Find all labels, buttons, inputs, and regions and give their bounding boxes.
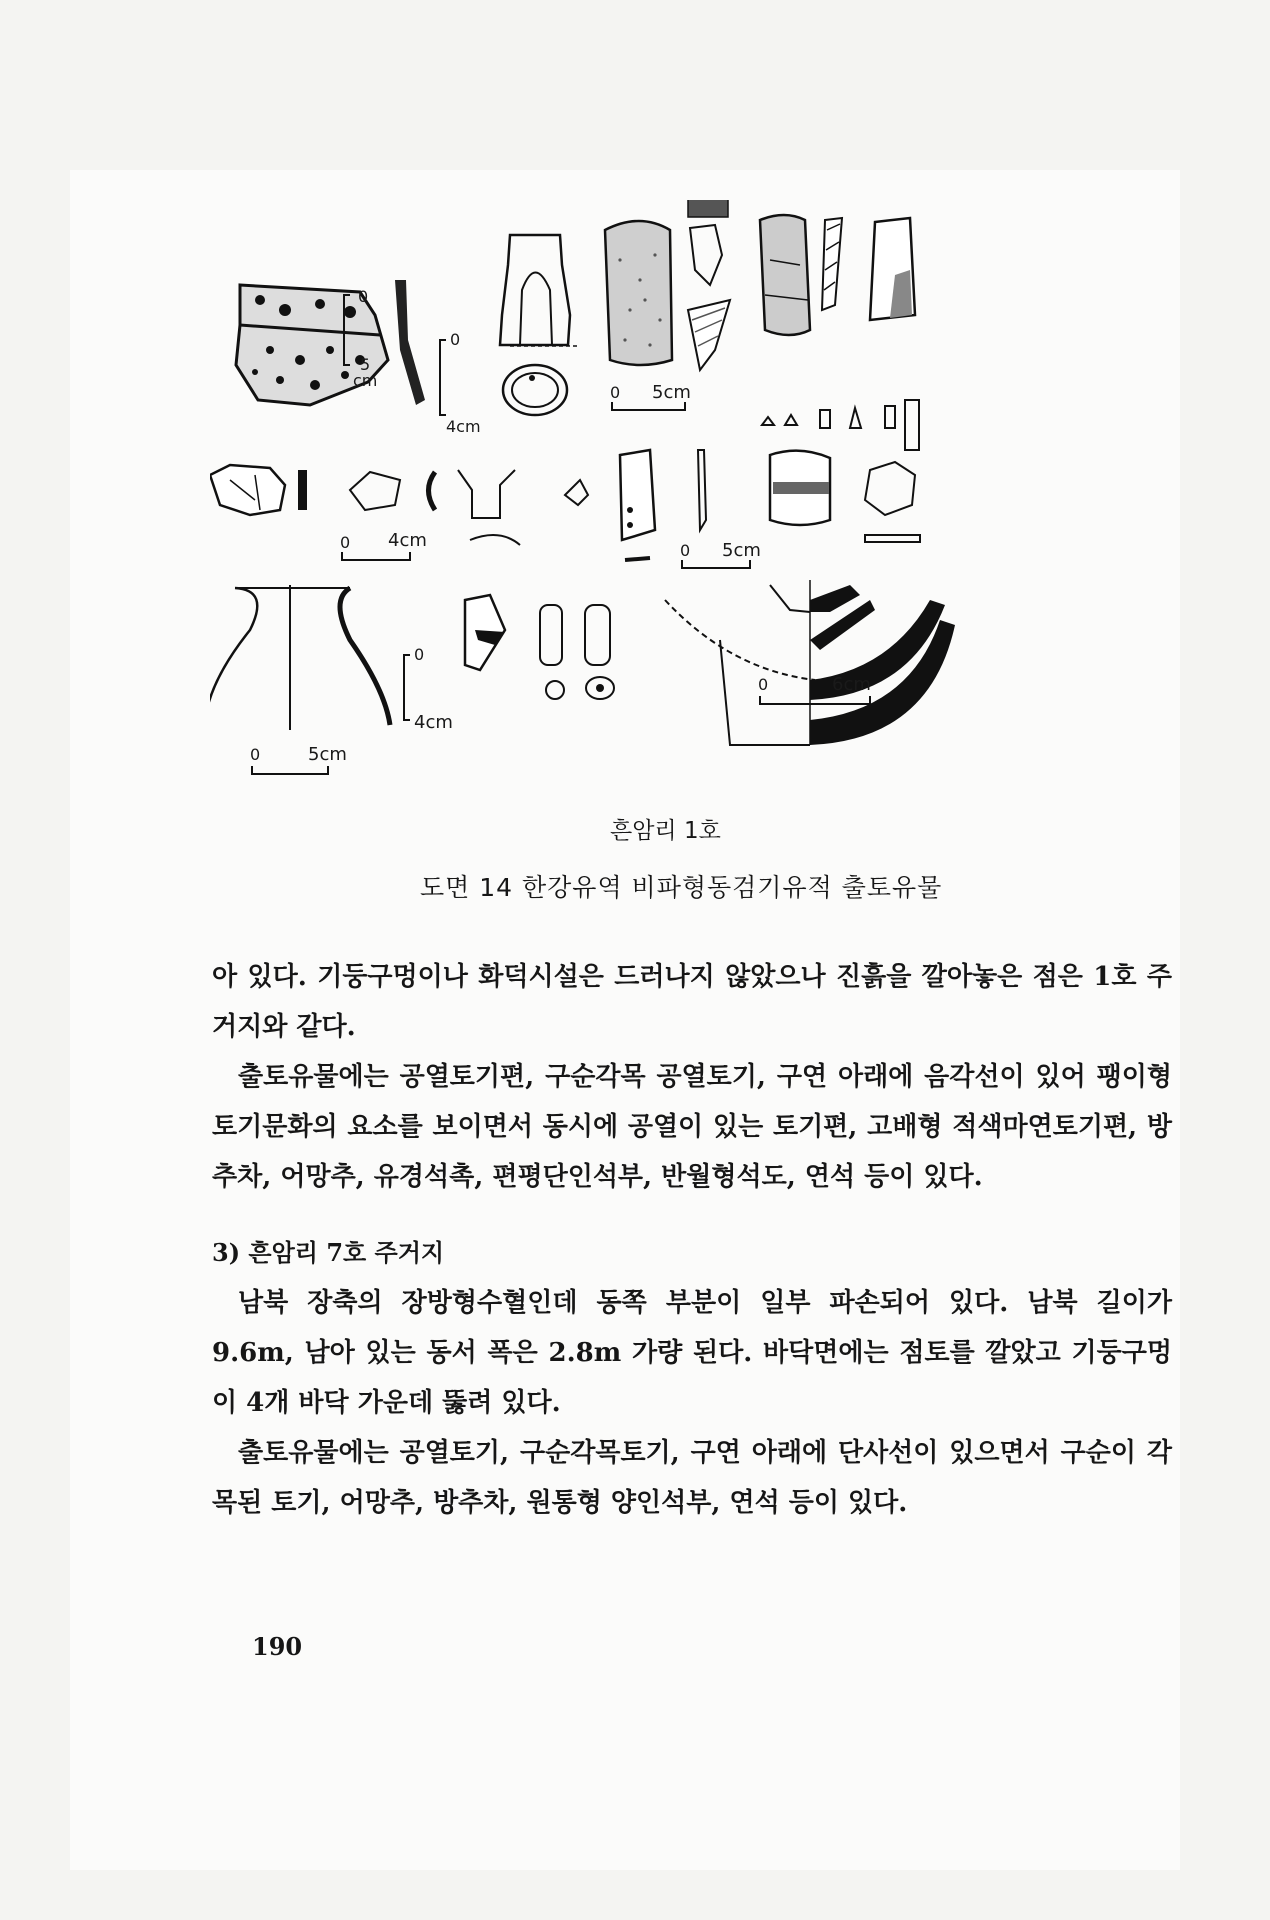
scale-label: 0	[450, 330, 461, 349]
scale-label: 5cm	[308, 744, 347, 765]
arrowhead-drawing	[688, 200, 730, 370]
paragraph: 아 있다. 기둥구멍이나 화덕시설은 드러나지 않았으나 진흙을 깔아놓은 점은 1호 주거지와 같다.	[212, 962, 1172, 1042]
paragraph: 출토유물에는 공열토기편, 구순각목 공열토기, 구연 아래에 음각선이 있어 팽이형토기문화의 요소를 보이면서 동시에 공열이 있는 토기편, 고배형 적색마연토기편, 방추차, 어망추, 유경석촉, 편평단인석부, 반월형석도, 연석 등이 있다.	[212, 1062, 1172, 1192]
figure-subcaption: 흔암리 1호	[610, 818, 721, 844]
grinding-stone-drawing	[760, 215, 919, 450]
scale-label: 0	[680, 541, 691, 560]
flaked-stone-drawing	[210, 465, 520, 545]
scale-label: 0	[340, 533, 351, 552]
stones-scale-bar	[340, 530, 427, 560]
artifacts-scale-bar	[680, 540, 761, 568]
vessel-drawing	[500, 235, 580, 415]
small-artifacts-drawing	[465, 595, 614, 699]
scale-label: 4cm	[388, 530, 427, 551]
scale-label: 0	[358, 287, 369, 306]
rim-profile-drawing	[395, 280, 425, 405]
section-title: 3) 흔암리 7호 주거지	[212, 1238, 445, 1267]
artifact-drawings	[210, 200, 1130, 860]
scale-label: 5cm	[652, 382, 691, 403]
scale-label: cm	[353, 371, 378, 390]
footed-bowl-drawing	[665, 580, 955, 745]
scale-label: 0	[250, 745, 261, 764]
figure-caption: 도면 14 한강유역 비파형동검기유적 출토유물	[420, 873, 943, 902]
page-number: 190	[252, 1632, 303, 1661]
rim-scale-bar	[440, 330, 481, 436]
scale-label: 5cm	[722, 540, 761, 561]
scale-label: 5	[360, 355, 371, 374]
scale-label: 0	[610, 383, 621, 402]
scale-label: 4cm	[414, 712, 453, 733]
paragraph: 출토유물에는 공열토기, 구순각목토기, 구연 아래에 단사선이 있으면서 구순이 각목된 토기, 어망추, 방추차, 원통형 양인석부, 연석 등이 있다.	[212, 1438, 1172, 1518]
scale-label: 0	[414, 645, 425, 664]
scale-label: 4cm	[446, 417, 481, 436]
scale-label: 0	[758, 675, 769, 694]
paragraph: 남북 장축의 장방형수혈인데 동쪽 부분이 일부 파손되어 있다. 남북 길이가 9.6m, 남아 있는 동서 폭은 2.8m 가량 된다. 바닥면에는 점토를 깔았고 기둥구멍이 4개 바닥 가운데 뚫려 있다.	[212, 1288, 1172, 1418]
body-text	[212, 952, 1172, 1528]
tools-scale-bar	[610, 382, 691, 410]
stone-axe-drawing	[605, 221, 672, 365]
jar-drawing	[210, 585, 390, 730]
jar-bottom-scale-bar	[250, 744, 347, 774]
scale-label: 6cm	[832, 674, 871, 695]
jar-scale-bar	[404, 645, 453, 733]
artifact-figure	[210, 200, 1130, 860]
